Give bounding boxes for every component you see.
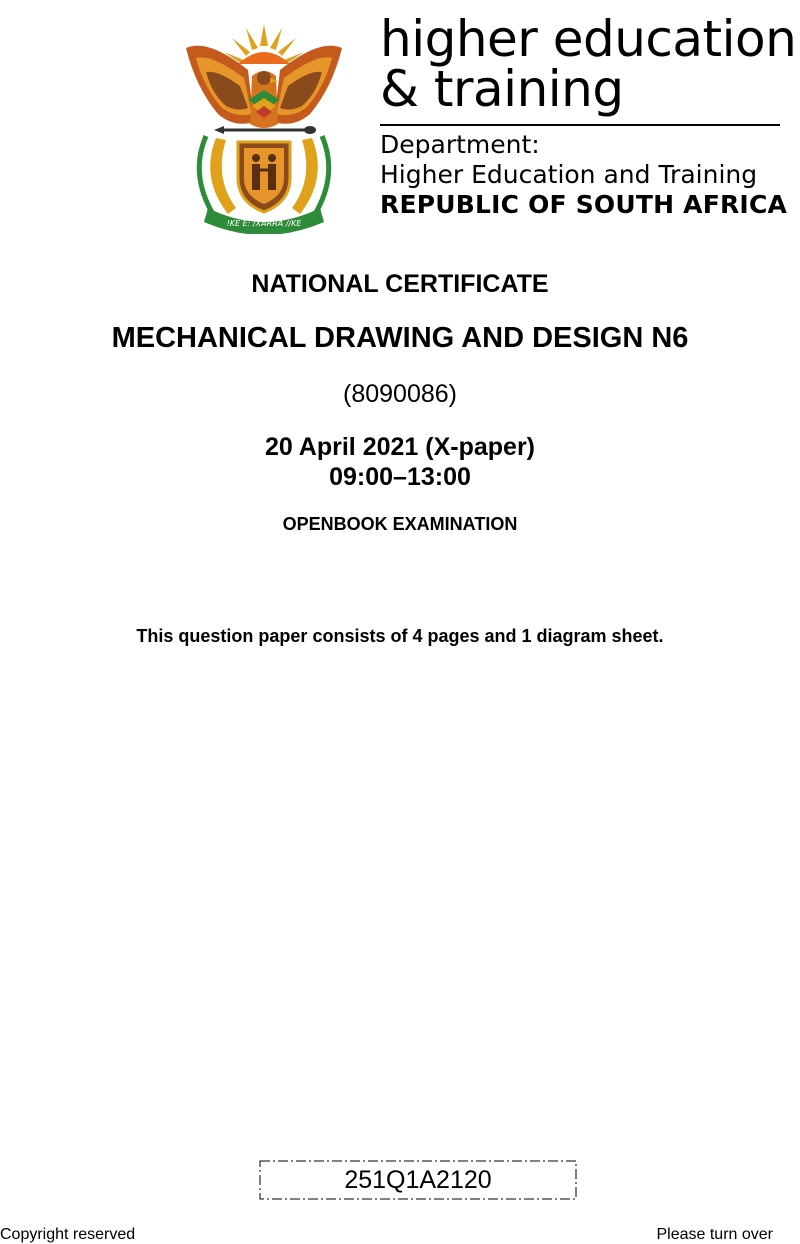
brand-divider (380, 124, 780, 126)
exam-date: 20 April 2021 (X-paper) (264, 433, 535, 461)
subject-title: MECHANICAL DRAWING AND DESIGN N6 (111, 322, 689, 354)
department-label: Department: (380, 130, 540, 159)
certificate-title: NATIONAL CERTIFICATE (251, 270, 549, 298)
subject-code: (8090086) (343, 380, 457, 408)
exam-date-time (0, 432, 800, 492)
country-name: REPUBLIC OF SOUTH AFRICA (380, 190, 788, 219)
emblem-motto: !KE E: /XARRA //KE (226, 219, 302, 228)
department-block (380, 10, 797, 220)
exam-type: OPENBOOK EXAMINATION (282, 514, 518, 534)
brand-line-2: & training (380, 60, 624, 118)
page-header (0, 0, 800, 240)
turn-over-note: Please turn over (656, 1226, 773, 1243)
department-name: Higher Education and Training (380, 160, 758, 189)
paper-contents-note: This question paper consists of 4 pages and 1 diagram sheet. (136, 626, 664, 646)
paper-code-box (259, 1160, 577, 1200)
brand-line-1: higher education (380, 10, 797, 68)
exam-time: 09:00–13:00 (329, 463, 471, 491)
paper-code: 251Q1A2120 (344, 1166, 492, 1194)
coat-of-arms-icon (178, 18, 350, 234)
copyright-note: Copyright reserved (0, 1226, 136, 1243)
